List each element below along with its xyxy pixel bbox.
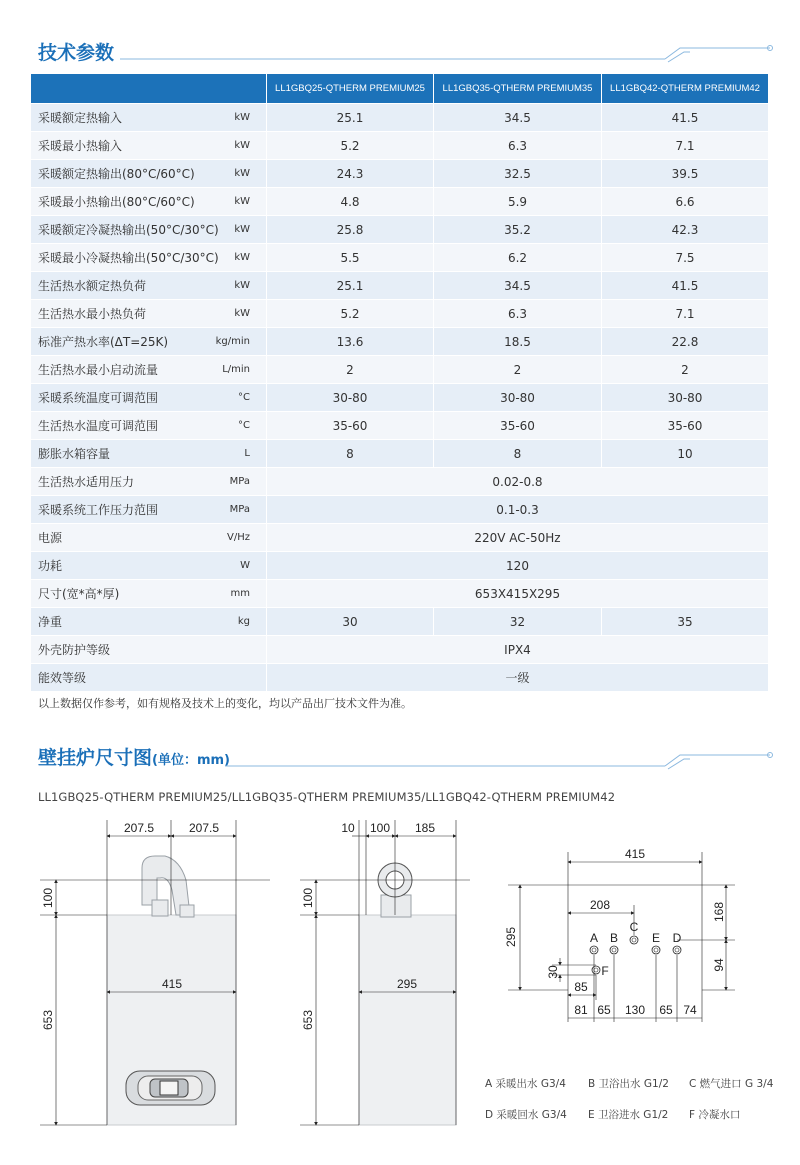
port-label-e: E [651, 931, 661, 945]
param-value: 30-80 [267, 384, 434, 412]
port-label-b: B [609, 931, 619, 945]
param-value: 5.2 [267, 300, 434, 328]
table-row [31, 524, 769, 552]
legend-e: E 卫浴进水 G1/2 [588, 1109, 669, 1121]
legend-a: A 采暖出水 G3/4 [485, 1078, 566, 1090]
param-value: 13.6 [267, 328, 434, 356]
table-row [31, 160, 769, 188]
bottom-dim-right-top: 168 [712, 901, 726, 923]
param-label: 生活热水最小启动流量 [38, 363, 159, 377]
table-header-row [31, 74, 769, 104]
param-unit: kW [234, 252, 250, 263]
param-value: IPX4 [267, 636, 769, 664]
param-value: 35-60 [434, 412, 602, 440]
legend-b: B 卫浴出水 G1/2 [588, 1078, 669, 1090]
param-label: 采暖额定热输出(80°C/60°C) [38, 167, 195, 181]
param-value: 32.5 [434, 160, 602, 188]
bottom-dim-f-offset: 85 [574, 980, 588, 994]
param-unit: kW [234, 280, 250, 291]
side-dim-d3: 185 [414, 821, 436, 835]
front-dim-width: 415 [161, 977, 183, 991]
header-blank [31, 74, 267, 104]
param-unit: °C [238, 392, 250, 403]
bottom-dim-left-small: 30 [546, 965, 560, 979]
legend-d: D 采暖回水 G3/4 [485, 1109, 567, 1121]
port-label-a: A [589, 931, 599, 945]
param-value: 2 [267, 356, 434, 384]
table-row [31, 356, 769, 384]
front-dim-half-right: 207.5 [188, 821, 220, 835]
param-label: 能效等级 [38, 671, 87, 685]
param-label: 采暖最小热输出(80°C/60°C) [38, 195, 195, 209]
param-value: 120 [267, 552, 769, 580]
param-value: 25.8 [267, 216, 434, 244]
param-value: 一级 [267, 664, 769, 692]
param-name [31, 132, 267, 160]
param-value: 30-80 [602, 384, 769, 412]
param-value: 7.1 [602, 300, 769, 328]
param-name [31, 412, 267, 440]
param-label: 采暖系统温度可调范围 [38, 391, 159, 405]
param-label: 采暖最小热输入 [38, 139, 123, 153]
param-value: 2 [602, 356, 769, 384]
bottom-dim-height: 295 [504, 926, 518, 948]
param-label: 生活热水温度可调范围 [38, 419, 159, 433]
table-row [31, 188, 769, 216]
param-unit: MPa [229, 476, 250, 487]
param-value: 5.5 [267, 244, 434, 272]
param-label: 外壳防护等级 [38, 643, 111, 657]
param-value: 25.1 [267, 104, 434, 132]
table-row [31, 412, 769, 440]
param-name [31, 496, 267, 524]
param-unit: kW [234, 112, 250, 123]
param-value: 10 [602, 440, 769, 468]
param-value: 24.3 [267, 160, 434, 188]
table-row [31, 272, 769, 300]
param-name [31, 440, 267, 468]
param-label: 采暖系统工作压力范围 [38, 503, 159, 517]
param-value: 22.8 [602, 328, 769, 356]
param-name [31, 608, 267, 636]
bottom-dim-width: 415 [624, 847, 646, 861]
param-value: 30 [267, 608, 434, 636]
param-label: 膨胀水箱容量 [38, 447, 111, 461]
param-unit: L [244, 448, 250, 459]
param-unit: V/Hz [227, 532, 250, 543]
front-dim-half-left: 207.5 [123, 821, 155, 835]
table-row [31, 300, 769, 328]
param-unit: L/min [222, 364, 250, 375]
param-value: 30-80 [434, 384, 602, 412]
param-name [31, 552, 267, 580]
bottom-dim-seg-4: 65 [659, 1003, 673, 1017]
param-value: 6.3 [434, 132, 602, 160]
param-name [31, 636, 267, 664]
param-label: 采暖额定冷凝热输出(50°C/30°C) [38, 223, 219, 237]
table-row [31, 440, 769, 468]
param-value: 8 [434, 440, 602, 468]
param-value: 35 [602, 608, 769, 636]
side-dim-d2: 100 [369, 821, 391, 835]
param-name [31, 580, 267, 608]
param-value: 6.2 [434, 244, 602, 272]
param-value: 4.8 [267, 188, 434, 216]
bottom-dim-right-bottom: 94 [712, 958, 726, 972]
param-unit: kW [234, 196, 250, 207]
header-model-42: LL1GBQ42-QTHERM PREMIUM42 [602, 74, 769, 104]
bottom-dim-seg-5: 74 [683, 1003, 697, 1017]
param-value: 41.5 [602, 104, 769, 132]
param-label: 标准产热水率(ΔT=25K) [38, 335, 169, 349]
param-label: 生活热水额定热负荷 [38, 279, 147, 293]
param-unit: kW [234, 308, 250, 319]
table-row [31, 608, 769, 636]
param-value: 2 [434, 356, 602, 384]
table-row [31, 468, 769, 496]
param-name [31, 468, 267, 496]
port-label-f: F [601, 964, 609, 978]
param-value: 35-60 [267, 412, 434, 440]
param-label: 功耗 [38, 559, 63, 573]
param-value: 5.2 [267, 132, 434, 160]
param-value: 0.1-0.3 [267, 496, 769, 524]
param-value: 7.1 [602, 132, 769, 160]
param-value: 41.5 [602, 272, 769, 300]
param-value: 34.5 [434, 272, 602, 300]
param-label: 生活热水最小热负荷 [38, 307, 147, 321]
param-name [31, 244, 267, 272]
param-name [31, 216, 267, 244]
param-value: 42.3 [602, 216, 769, 244]
dimension-drawings [0, 800, 800, 1130]
param-unit: mm [230, 588, 250, 599]
param-unit: W [240, 560, 250, 571]
param-value: 6.3 [434, 300, 602, 328]
side-view [300, 820, 470, 1125]
table-row [31, 496, 769, 524]
param-value: 8 [267, 440, 434, 468]
param-value: 35-60 [602, 412, 769, 440]
side-dim-depth: 295 [396, 977, 418, 991]
param-value: 25.1 [267, 272, 434, 300]
spec-table [30, 73, 769, 692]
param-value: 220V AC-50Hz [267, 524, 769, 552]
param-value: 32 [434, 608, 602, 636]
port-label-c: C [629, 920, 639, 934]
param-unit: kW [234, 168, 250, 179]
side-dim-height: 653 [301, 1009, 315, 1031]
bottom-dim-seg-3: 130 [624, 1003, 646, 1017]
param-name [31, 104, 267, 132]
param-name [31, 356, 267, 384]
front-dim-top: 100 [41, 887, 55, 909]
param-value: 35.2 [434, 216, 602, 244]
dim-title-unit: (单位：mm) [152, 753, 230, 768]
bottom-dim-offset: 208 [589, 898, 611, 912]
param-unit: kg [237, 616, 250, 627]
table-row [31, 636, 769, 664]
param-value: 5.9 [434, 188, 602, 216]
front-view [40, 820, 270, 1125]
param-unit: kW [234, 224, 250, 235]
section-title-spec: 技术参数 [38, 42, 115, 64]
table-row [31, 384, 769, 412]
bottom-dim-seg-1: 81 [574, 1003, 588, 1017]
param-label: 采暖最小冷凝热输出(50°C/30°C) [38, 251, 219, 265]
table-row [31, 104, 769, 132]
param-name [31, 300, 267, 328]
header-model-25: LL1GBQ25-QTHERM PREMIUM25 [267, 74, 434, 104]
title-decoration-line [0, 38, 800, 78]
table-row [31, 580, 769, 608]
front-dim-height: 653 [41, 1009, 55, 1031]
param-name [31, 384, 267, 412]
table-row [31, 664, 769, 692]
param-unit: kW [234, 140, 250, 151]
side-dim-top: 100 [301, 887, 315, 909]
port-label-d: D [672, 931, 682, 945]
param-name [31, 524, 267, 552]
param-name [31, 272, 267, 300]
param-value: 0.02-0.8 [267, 468, 769, 496]
param-label: 尺寸(宽*高*厚) [38, 587, 120, 601]
param-value: 653X415X295 [267, 580, 769, 608]
param-label: 采暖额定热输入 [38, 111, 123, 125]
param-unit: °C [238, 420, 250, 431]
title-decoration-line-2 [0, 743, 800, 783]
param-name [31, 188, 267, 216]
models-line: LL1GBQ25-QTHERM PREMIUM25/LL1GBQ35-QTHERM PREMIUM35/LL1GBQ42-QTHERM PREMIUM42 [38, 790, 616, 804]
param-name [31, 328, 267, 356]
legend-f: F 冷凝水口 [689, 1109, 741, 1121]
param-label: 净重 [38, 615, 63, 629]
table-row [31, 216, 769, 244]
param-name [31, 664, 267, 692]
param-unit: MPa [229, 504, 250, 515]
param-unit: kg/min [215, 336, 250, 347]
dim-title-text: 壁挂炉尺寸图 [38, 747, 153, 769]
table-row [31, 552, 769, 580]
param-label: 电源 [38, 531, 63, 545]
table-row [31, 244, 769, 272]
bottom-view [504, 847, 735, 1022]
legend-c: C 燃气进口 G 3/4 [689, 1078, 774, 1090]
param-name [31, 160, 267, 188]
param-value: 39.5 [602, 160, 769, 188]
header-model-35: LL1GBQ35-QTHERM PREMIUM35 [434, 74, 602, 104]
disclaimer-note: 以上数据仅作参考，如有规格及技术上的变化，均以产品出厂技术文件为准。 [38, 697, 412, 710]
param-value: 6.6 [602, 188, 769, 216]
param-label: 生活热水适用压力 [38, 475, 135, 489]
table-row [31, 328, 769, 356]
param-value: 7.5 [602, 244, 769, 272]
bottom-dim-seg-2: 65 [597, 1003, 611, 1017]
param-value: 18.5 [434, 328, 602, 356]
param-value: 34.5 [434, 104, 602, 132]
side-dim-d1: 10 [341, 821, 355, 835]
table-row [31, 132, 769, 160]
